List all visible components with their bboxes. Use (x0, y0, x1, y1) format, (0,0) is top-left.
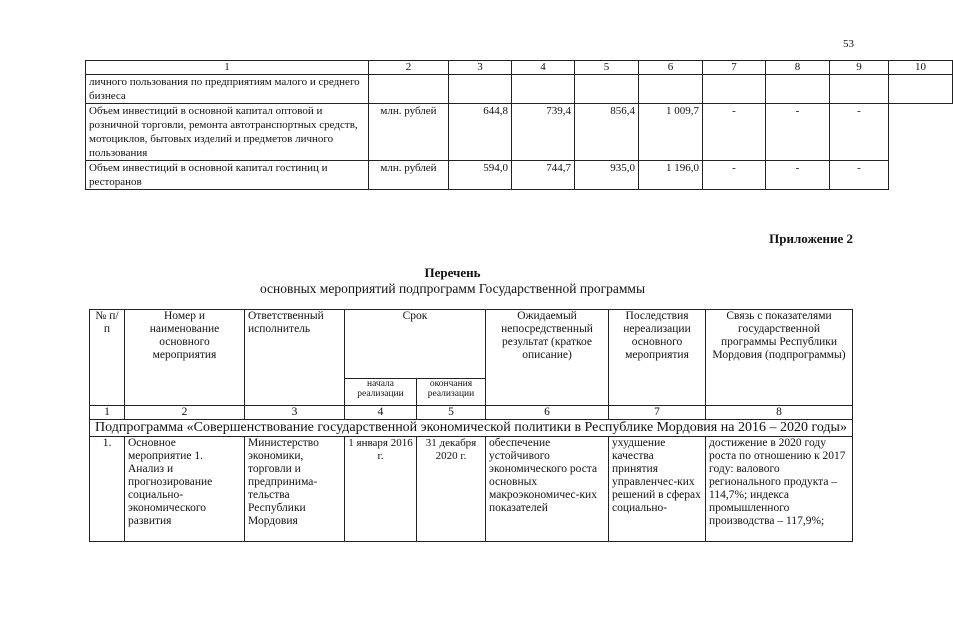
column-number: 8 (706, 406, 853, 420)
indicator-unit: млн. рублей (369, 104, 449, 161)
table-row (86, 104, 953, 161)
header-responsible: Ответственный исполнитель (245, 310, 345, 406)
subprogram-row (90, 420, 853, 437)
indicator-name: Объем инвестиций в основной капитал гостиниц и ресторанов (86, 161, 369, 190)
indicator-value: 935,0 (575, 161, 639, 190)
subprogram-title: Подпрограмма «Совершенствование государственной экономической политики в Республике Мордовия на 2016 – 2020 годы» (90, 420, 853, 437)
table1-header-row (86, 61, 953, 75)
header-name: Номер и наименование основного мероприятия (125, 310, 245, 406)
header-end: окончания реализации (417, 379, 486, 406)
header-start: начала реализации (345, 379, 417, 406)
table1-header-cell: 5 (575, 61, 639, 75)
measure-end: 31 декабря 2020 г. (417, 437, 486, 542)
table1-header-cell: 3 (449, 61, 512, 75)
header-consequences: Последствия нереализации основного мероприятия (609, 310, 706, 406)
table1-header-cell: 9 (830, 61, 889, 75)
indicator-value: 744,7 (512, 161, 575, 190)
header-term: Срок (345, 310, 486, 379)
column-number: 7 (609, 406, 706, 420)
table1-header-cell: 7 (703, 61, 766, 75)
header-num: № п/п (90, 310, 125, 406)
indicator-value: - (703, 161, 766, 190)
measure-start: 1 января 2016 г. (345, 437, 417, 542)
indicator-value: 856,4 (575, 104, 639, 161)
indicator-value: 1 009,7 (639, 104, 703, 161)
measure-consequences: ухудшение качества принятия управленчес-ких решений в сферах социально- (609, 437, 706, 542)
indicator-value: 1 196,0 (639, 161, 703, 190)
column-number: 2 (125, 406, 245, 420)
table-row (90, 437, 853, 542)
indicator-value: 644,8 (449, 104, 512, 161)
table-row (86, 75, 953, 104)
table1-header-cell: 1 (86, 61, 369, 75)
header-result: Ожидаемый непосредственный результат (краткое описание) (486, 310, 609, 406)
table1-header-cell: 10 (889, 61, 953, 75)
table1-header-cell: 2 (369, 61, 449, 75)
column-number: 3 (245, 406, 345, 420)
page-subtitle: основных мероприятий подпрограмм Государственной программы (259, 281, 646, 296)
indicator-value: 739,4 (512, 104, 575, 161)
measure-name: Основное мероприятие 1. Анализ и прогнозирование социально-экономического развития (125, 437, 245, 542)
measure-result: обеспечение устойчивого экономического роста основных макроэкономичес-ких показателей (486, 437, 609, 542)
page-number: 53 (843, 38, 854, 50)
table-row (86, 161, 953, 190)
indicators-table (85, 60, 953, 190)
indicator-value: - (766, 104, 830, 161)
measure-number: 1. (90, 437, 125, 542)
indicator-name: личного пользования по предприятиям малого и среднего бизнеса (86, 75, 369, 104)
header-link: Связь с показателями государственной программы Республики Мордовия (подпрограммы) (706, 310, 853, 406)
indicator-value: - (766, 161, 830, 190)
indicator-unit: млн. рублей (369, 161, 449, 190)
appendix-label: Приложение 2 (769, 231, 853, 246)
table1-header-cell: 6 (639, 61, 703, 75)
measure-link: достижение в 2020 году роста по отношению к 2017 году: валового регионального продукта – 114,7%; индекса промышленного производства – 117,9%; (706, 437, 853, 542)
column-number: 1 (90, 406, 125, 420)
table1-header-cell: 8 (766, 61, 830, 75)
column-number: 5 (417, 406, 486, 420)
indicator-value: - (830, 161, 889, 190)
table2-number-row (90, 406, 853, 420)
indicator-value: - (830, 104, 889, 161)
measure-responsible: Министерство экономики, торговли и предпринима-тельства Республики Мордовия (245, 437, 345, 542)
indicator-value: - (703, 104, 766, 161)
page-title: Перечень (424, 265, 481, 280)
table2-header-row (90, 310, 853, 379)
column-number: 6 (486, 406, 609, 420)
indicator-name: Объем инвестиций в основной капитал оптовой и розничной торговли, ремонта автотранспортных средств, мотоциклов, бытовых изделий и предметов личного пользования (86, 104, 369, 161)
indicator-value: 594,0 (449, 161, 512, 190)
measures-table (89, 309, 853, 542)
table1-header-cell: 4 (512, 61, 575, 75)
column-number: 4 (345, 406, 417, 420)
